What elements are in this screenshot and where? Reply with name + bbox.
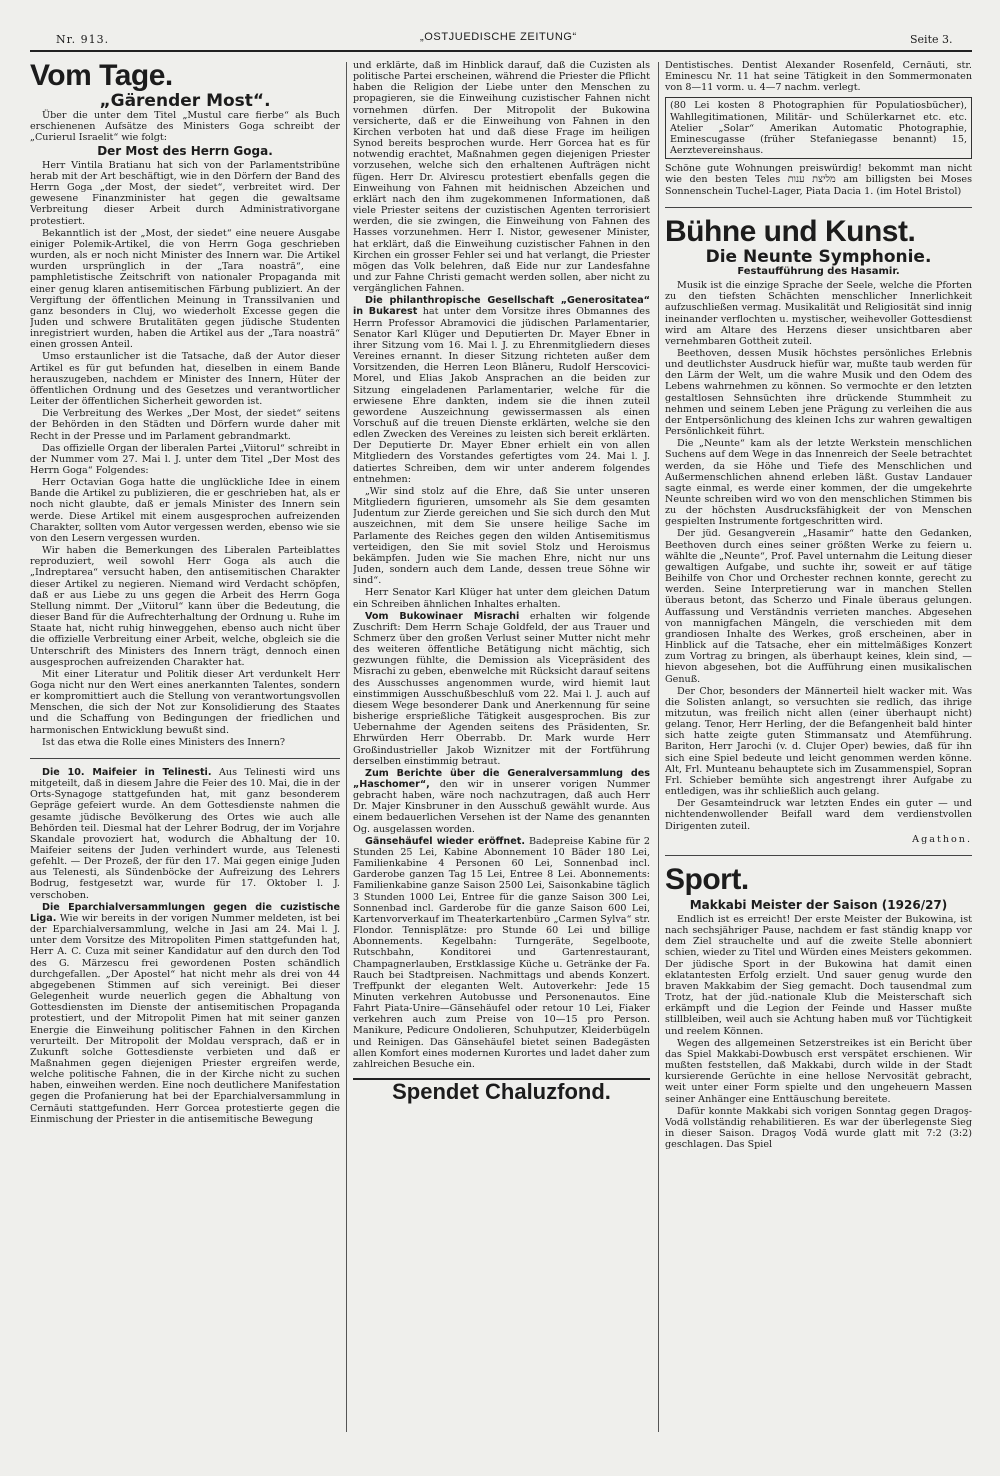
article-subtitle: Festaufführung des Hasamir. xyxy=(737,265,900,277)
article-separator xyxy=(30,758,340,759)
news-item-lead: Die philanthropische Gesellschaft „Generositatea“ in Bukarest xyxy=(353,295,650,318)
news-item-lead: Vom Bukowinaer Misrachi xyxy=(365,610,520,622)
section-title-vom-tage: Vom Tage. xyxy=(30,60,173,92)
paragraph: Der Chor, besonders der Männerteil hielt wacker mit. Was die Solisten anlangt, so versuchten sie redlich, das ihrige mitzutun, was freilich nicht allen (einer überhaupt nicht) gelang. Tenor, Herr Herling, der die Befangenheit bald hinter sich hatte zeigte guten Stimmansatz und Atemführung. Bariton, Herr Jarochi (v. d. Clujer Oper) bewies, daß für ihn sich eine Spiel bedeute und leicht genommen werden könne. Alt, Frl. Munteanu behauptete sich im Zusammenspiel, Sopran Frl. Schieber bemühte sich angestrengt ihrer Aufgabe zu entledigen, was ihr schließlich auch gelang. xyxy=(665,685,972,798)
paragraph: Ist das etwa die Rolle eines Ministers des Innern? xyxy=(42,736,286,748)
paragraph: Herr Vintila Bratianu hat sich von der Parlamentstribüne herab mit der Art beschäftigt, wie in den Dörfern der Band des Herrn Goga „der Most, der siedet“, verbreitet wird. Der gewesene Finanzminister hat gegen die gewaltsame Verbreitung dieser Arbeit durch Administrativorgane protestiert. xyxy=(30,159,340,227)
page-header xyxy=(0,0,1000,46)
paragraph: Umso erstaunlicher ist die Tatsache, daß der Autor dieser Artikel es für gut befunden hat, dieselben in einem Bande herauszugeben, nachdem er Minister des Innern, Hüter der öffentlichen Ordnung und des Gesetzes und verantwortlicher Leiter der öffentlichen Sicherheit geworden ist. xyxy=(30,351,340,408)
apartments-ad: Schöne gute Wohnungen preiswürdig! bekommt man nicht wie den besten Teles מליצת ענות am billigsten bei Moses Sonnenschein Tuchel-Lager, Piata Dacia 1. (im Hotel Bristol) xyxy=(665,163,972,197)
paragraph: Endlich ist es erreicht! Der erste Meister der Bukowina, ist nach sechsjähriger Pause, nachdem er fast ständig knapp vor dem Ziel strauchelte und auf die zweite Stelle abonniert schien, wieder zu Titel und Würden eines Meisters gekommen. Der jüdische Sport in der Bukowina hat damit einen eklatantesten Erfolg erzielt. Und sauer genug wurde den braven Makkabim der Sieg gemacht. Doch tausendmal zum Trotz, hat der jüd.-nationale Klub die Meisterschaft sich erkämpft und die Legion der Feinde und Hasser mußte stillbleiben, weil auch sie Achtung haben muß vor Tüchtigkeit und reelem Können. xyxy=(665,914,972,1037)
news-item-maifeier xyxy=(30,767,340,901)
news-item-text: hat unter dem Vorsitze ihres Obmannes des Herrn Professor Abramovici die jüdischen Parlamentarier, Senator Karl Klüger und Deputierten Dr. Mayer Ebner in ihrer Sitzung vom 16. Mai l. J. zu Ehrenmitgliedern dieses Vereines ernannt. In dieser Sitzung richteten außer dem Vorsitzenden, die Herren Leon Blâneru, Rudolf Herscovici-Morel, und Elias Jakob Ansprachen an die beiden zur Sitzung eingeladenen Parlamentarier, welche für die erwiesene Ehre dankten, indem sie die ihnen zuteil gewordene Auszeichnung gewissermassen als einen Vorschuß auf die treuen Dienste erklärten, welche sie den edlen Zwecken des Vereines zu leisten sich bereit erklärten. Der Deputierte Dr. Mayer Ebner erhielt ein von allen Mitgliedern des Vorstandes gefertigtes vom 24. Mai l. J. datiertes Schreiben, dem wir unter anderem folgendes entnehmen: xyxy=(353,306,650,485)
header-rule xyxy=(30,50,972,52)
article-title-gaerender-most: „Gärender Most“. xyxy=(99,91,271,111)
page-number: Seite 3. xyxy=(910,33,953,46)
paragraph: Herr Octavian Goga hatte die unglückliche Idee in einem Bande die Artikel zu publizieren, die er geschrieben hat, als er noch nicht glaubte, daß er jemals Minister des Innern sein werde. Diese Artikel mit einem ausgesprochen aufreizenden Charakter, sollten vom Autor vergessen werden, ebenso wie sie von den Lesern vergessen wurden. xyxy=(30,477,340,544)
news-item-misrachi xyxy=(353,611,650,767)
news-item-text: Badepreise Kabine für 2 Stunden 25 Lei, Kabine Abonnement 10 Bäder 180 Lei, Familienkabine 4 Personen 60 Lei, Sonnenbad incl. Garderobe ganzen Tag 15 Lei, Entree 8 Lei. Abonnements: Familienkabine ganze Saison 2500 Lei, Saisonkabine täglich 3 Stunden 1000 Lei, Entree für die ganze Saison 300 Lei, Sonnenbad incl. Garderobe für die ganze Saison 600 Lei, Kartenvorverkauf im Theaterkartenbüro „Carmen Sylva“ str. Flondor. Tennisplätze: pro Stunde 60 Lei und billige Abonnements. Kegelbahn: Turngeräte, Segelboote, Rutschbahn, Konditorei und Gartenrestaurant, Champagnerlauben, Erstklassige Küche u. Getränke der Fa. Rauch bei Stadtpreisen. Nachmittags und abends Konzert. Treffpunkt der eleganten Welt. Autoverkehr: Jede 15 Minuten verkehren Autobusse und Personenautos. Eine Fahrt Piata-Unire—Gänsehäufel oder retour 10 Lei, Fiaker verkehren auch zum Preise von 10—15 pro Person. Manikure, Pedicure Ondolieren, Schuhputzer, Kleiderbügeln und Reinigen. Das Gänsehäufel bietet seinen Badegästen allen Komfort eines modernen Kurortes und ladet daher zum zahlreichen Besuche ein. xyxy=(353,835,650,1070)
author-signature: Agathon. xyxy=(912,833,972,845)
quoted-letter: „Wir sind stolz auf die Ehre, daß Sie unter unseren Mitgliedern figurieren, umsomehr als Sie dem gesamten Judentum zur Zierde gereichen und Sie sich durch den Mut auszeichnen, mit dem Sie unsere heilige Sache im Parlamente des Reiches gegen den wilden Antisemitismus verteidigen, den Sie mit soviel Stolz und Heroismus bekämpfen. Juden wie Sie machen Ehre, nicht nur uns Juden, sondern auch dem Lande, dessen treue Söhne wir sind“. xyxy=(353,485,650,587)
chaluzfond-ad: Spendet Chaluzfond. xyxy=(353,1078,650,1097)
section-separator xyxy=(665,207,972,208)
paragraph: Musik ist die einzige Sprache der Seele, welche die Pforten zu den tiefsten Schächten menschlicher Innerlichkeit aufzuschließen vermag. Musikalität und Religiosität sind innig ineinander verflochten u. mystischer, weihevoller Gottesdienst wird am Altare des Herzens dieser unsichtbaren aber vernehmbaren Gottheit zuteil. xyxy=(665,280,972,347)
paragraph: Herr Senator Karl Klüger hat unter dem gleichen Datum ein Schreiben ähnlichen Inhaltes erhalten. xyxy=(353,587,650,610)
section-title-sport: Sport. xyxy=(665,862,749,896)
dentist-notice: Dentistisches. Dentist Alexander Rosenfeld, Cernăuti, str. Eminescu Nr. 11 hat seine Tätigkeit in den Sommermonaten von 8—11 vorm. u. 4—7 nachm. verlegt. xyxy=(665,60,972,94)
continuation-text: und erklärte, daß im Hinblick darauf, daß die Cuzisten als politische Partei erscheinen, während die Priester die Pflicht haben die Religion der Liebe unter den Menschen zu propagieren, sie die Einweihung cuzistischer Fahnen nicht vornehmen dürfen. Der Mitropolit der Bukowina versicherte, daß er die Einweihung von Fahnen in den Kirchen verboten hat und daß diese Frage im heiligen Synod bereits besprochen wurde. Herr Gorcea hat es für notwendig erachtet, Maßnahmen gegen diejenigen Priester vorzusehen, welche sich den erhaltenen Aufträgen nicht fügen. Herr Dr. Alvirescu protestiert ebenfalls gegen die Einweihung von Fahnen mit heidnischen Abzeichen und erklärt nach den ihm zugekommenen Informationen, daß viele Priester seitens der cuzistischen Agenten terrorisiert werden, die sie zwingen, die Einweihung von Fahnen des Hasses vorzunehmen. Herr I. Nistor, gewesener Minister, hat erklärt, daß die Einweihung cuzistischer Fahnen in den Kirchen ein grosser Fehler sei und hat verlangt, die Priester mögen das Volk belehren, daß Eide nur zur Landesfahne und zur Fahne Christi gemacht werden sollen, aber nicht zu vergänglichen Fahnen. xyxy=(353,60,650,295)
column-2 xyxy=(353,60,650,1430)
column-divider-2 xyxy=(658,62,659,1432)
article-intro: Über die unter dem Titel „Mustul care fierbe“ als Buch erschienenen Aufsätze des Ministers Goga schreibt der „Curierul Israelit“ wie folgt: xyxy=(30,110,340,144)
paragraph: Der jüd. Gesangverein „Hasamir“ hatte den Gedanken, Beethoven durch eines seiner größten Werke zu feiern u. wählte die „Neunte“, Prof. Pavel unternahm die Leitung dieser gewaltigen Aufgabe, und suchte ihr, soweit er auf tätige Beihilfe von Chor und Orchester rechnen konnte, gerecht zu werden. Seine Interpretierung war in manchen Stellen überaus betont, das Scherzo und Finale überaus gelungen. Auffassung und Verständnis verrieten manches. Abgesehen von mannigfachen Mängeln, die verschieden mit dem grandiosen Inhalte des Werkes, groß erscheinen, aber in Hinblick auf die Tatsache, eher ein mittelmäßiges Konzert zum Vortrag zu bringen, als überhaupt keines, klein sind, — hievon abgesehen, bot die Aufführung einen musikalischen Genuß. xyxy=(665,528,972,685)
news-item-lead: Gänsehäufel wieder eröffnet. xyxy=(365,835,525,847)
news-item-generalversammlung xyxy=(353,768,650,835)
article-title-makkabi: Makkabi Meister der Saison (1926/27) xyxy=(689,897,948,912)
news-item-lead: Zum Berichte über die Generalversammlung des „Haschomer“, xyxy=(353,767,650,790)
section-title-buehne-und-kunst: Bühne und Kunst. xyxy=(665,214,916,248)
paragraph: Der Gesamteindruck war letzten Endes ein guter — und nichtendenwollender Beifall ward dem verdienstvollen Dirigenten zuteil. xyxy=(665,798,972,832)
news-item-text: den wir in unserer vorigen Nummer gebracht haben, wäre noch nachzutragen, daß auch Herr Dr. Majer Kinsbruner in den Ausschuß gewählt wurde. Aus einem bedauerlichen Versehen ist der Name des genannten Og. ausgelassen worden. xyxy=(353,779,650,835)
news-item-lead: Die Eparchialversammlungen gegen die cuzistische Liga. xyxy=(30,901,340,924)
news-item-gaensehaeufel xyxy=(353,836,650,1070)
paragraph: Die „Neunte“ kam als der letzte Werkstein menschlichen Suchens auf dem Wege in das Innenreich der Seele betrachtet werden, da sie Höhe und Tiefe des Menschlichen und Außermenschlichen ahnend erleben läßt. Gustav Landauer sagte einmal, es werde einer kommen, der die umgekehrte Neunte schreiben wird wo von den menschlichen Stimmen bis zu der höchsten Ausdrucksfähigkeit der von Menschen gespielten Instrumente fortgeschritten wird. xyxy=(665,438,972,528)
article-title-neunte-symphonie: Die Neunte Symphonie. xyxy=(705,246,932,267)
section-separator xyxy=(665,855,972,856)
paragraph: Bekanntlich ist der „Most, der siedet“ eine neuere Ausgabe einiger Polemik-Artikel, die von Herrn Goga geschrieben wurden, als er noch nicht Minister des Innern war. Die Artikel wurden ursprünglich in der „Tara noastră“, eine pamphletistische Zeitschrift von nationaler Propaganda mit einer genug klaren antisemitischen Färbung publiziert. An der Vergiftung der öffentlichen Meinung in Transsilvanien und ganz besonders in Cluj, wo wiederholt Excesse gegen die Juden und schwere Brutalitäten gegen jüdische Studenten inregistriert wurden, haben die Artikel aus der „Tara noastră“ einen grossen Anteil. xyxy=(30,227,340,351)
news-item-text: Wie wir bereits in der vorigen Nummer meldeten, ist bei der Eparchialversammlung, welche in Jasi am 24. Mai l. J. unter dem Vorsitze des Mitropoliten Pimen stattgefunden hat, Herr A. C. Cuza mit seiner Kandidatur auf den durch den Tod des G. Märzescu frei gewordenen Posten schändlich durchgefallen. „Der Apostel“ hat nicht mehr als drei von 44 abgegebenen Stimmen auf sich vereinigt. Bei dieser Gelegenheit wurde neuerlich gegen die Abhaltung von Gottesdiensten im Dienste der antisemitischen Propaganda protestiert, und der Mitropolit Pimen hat mit seiner ganzen Energie die Einweihung politischer Fahnen in den Kirchen verurteilt. Der Mitropolit der Moldau versprach, daß er in Zukunft solche Gottesdienste verbieten und daß er Maßnahmen gegen diejenigen Priester ergreifen werde, welche politische Fahnen, die in der Kirche nicht zu suchen haben, einweihen werden. Eine noch deutlichere Manifestation gegen die Profanierung hat bei der Eparchialversammlung in Cernăuti stattgefunden. Herr Gorcea protestierte gegen die Einmischung der Priester in die antisemitische Bewegung xyxy=(30,912,340,1125)
column-3 xyxy=(665,60,972,1430)
paragraph: Wir haben die Bemerkungen des Liberalen Parteiblattes reproduziert, weil sowohl Herr Goga als auch die „Indreptarea“ versucht haben, den antisemitischen Charakter dieser Artikel zu negieren. Niemand wird Verdacht schöpfen, daß er aus Liebe zu uns gegen die Arbeit des Herrn Goga Stellung nimmt. Der „Viitorul“ kann über die Bedeutung, die dieser Band für die Aufrechterhaltung der Ordnung u. Ruhe im Staate hat, nicht ruhig hinweggehen, ebenso auch nicht über die offizielle Verbreitung einer Arbeit, welche, obgleich sie die Unterschrift des Ministers des Innern trägt, dennoch einen ausgesprochen aufreizenden Charakter hat. xyxy=(30,545,340,668)
article-subtitle: Der Most des Herrn Goga. xyxy=(97,143,273,158)
news-item-eparchial xyxy=(30,902,340,1125)
issue-number: Nr. 913. xyxy=(56,33,110,46)
newspaper-title: „OSTJUEDISCHE ZEITUNG“ xyxy=(420,31,577,43)
column-divider-1 xyxy=(346,62,347,1432)
paragraph: Beethoven, dessen Musik höchstes persönliches Erlebnis und deutlichster Ausdruck hiefür war, mußte taub werden für den Lärm der Welt, um die wahre Musik und den Odem des Lebens wahrnehmen zu können. So vermochte er den letzten gestaltlosen Sehnsüchten ihre drückende Stummheit zu nehmen und seinem Leben jene Prägung zu verleihen die aus der Entpersönlichung des kleinen Ichs zur wahren gewaltigen Persönlichkeit führt. xyxy=(665,347,972,438)
paragraph: Die Verbreitung des Werkes „Der Most, der siedet“ seitens der Behörden in den Städten und Dörfern wurde daher mit Recht in der Presse und im Parlament gebrandmarkt. xyxy=(30,408,340,442)
paragraph: Das offizielle Organ der liberalen Partei „Viitorul“ schreibt in der Nummer vom 27. Mai l. J. unter dem Titel „Der Most des Herrn Goga“ Folgendes: xyxy=(30,442,340,476)
news-item-philanthropic xyxy=(353,295,650,485)
paragraph: Dafür konnte Makkabi sich vorigen Sonntag gegen Dragoş-Vodă vollständig rehabilitieren. Es war der überlegenste Sieg in dieser Saison. Dragoş Vodă wurde glatt mit 7:2 (3:2) geschlagen. Das Spiel xyxy=(665,1105,972,1151)
column-1 xyxy=(30,60,340,1430)
news-item-text: Aus Telinesti wird uns mitgeteilt, daß in diesem Jahre die Feier des 10. Mai, die in der Orts-Synagoge stattgefunden hat, mit ganz besonderem Gepräge gefeiert wurde. An dem Gottesdienste nahmen die gesamte jüdische Bevölkerung des Ortes wie auch alle Behörden teil. Diesmal hat der Lehrer Bodrug, der im Vorjahre Skandale provoziert hat, wodurch die Abhaltung der 10. Maifeier seitens der Juden verhindert wurde, aus Telenesti gefehlt. — Der Prozeß, der für den 17. Mai gegen einige Juden aus Telenesti, als Sündenböcke der Aufreizung des Lehrers Bodrug, festgesetzt war, wurde für 17. Oktober l. J. verschoben. xyxy=(30,766,340,901)
paragraph: Wegen des allgemeinen Setzerstreikes ist ein Bericht über das Spiel Makkabi-Dowbusch erst verspätet erschienen. Wir mußten feststellen, daß Makkabi, durch wilde in der Stadt kursierende Gerüchte in eine hellose Nervosität gebracht, weit unter einer Form spielte und den ungeheuern Massen seiner Anhänger eine Enttäuschung bereitete. xyxy=(665,1037,972,1105)
photo-ad: (80 Lei kosten 8 Photographien für Populatiosbücher), Wahllegitimationen, Militär- und Schülerkarnet etc. etc. Atelier „Solar“ Amerikan Automatic Photographie, Eminescugasse (früher Stefaniegasse benannt) 15, Aerztevereinshaus. xyxy=(665,97,972,159)
paragraph: Mit einer Literatur und Politik dieser Art verdunkelt Herr Goga nicht nur den Wert eines anerkannten Talentes, sondern er kompromittiert auch die Stellung von verantwortungsvollen Menschen, die sich der Not zur Konsolidierung des Staates und die Schaffung von Bedingungen der friedlichen und harmonischen Entwicklung bewußt sind. xyxy=(30,668,340,736)
news-item-text: erhalten wir folgende Zuschrift: Dem Herrn Schaje Goldfeld, der aus Trauer und Schmerz über den großen Verlust seiner Mutter nicht mehr des weiteren öffentliche Betätigung nicht mächtig, sich gezwungen fühlte, die Demission als Vicepräsident des Misrachi zu geben, ebenwelche mit Rücksicht darauf seitens des Ausschusses angenommen wurde, wird hiemit laut einstimmigen Ausschußbeschluß vom 22. Mai l. J. auch auf diesem Wege besonderer Dank und Anerkennung für seine bisherige ersprießliche Tätigkeit ausgesprochen. Bis zur Uebernahme der Agenden seitens des Präsidenten, Sr. Ehrwürden Herr Oberrabb. Dr. Mark wurde Herr Großindustrieller Jakob Wiznitzer mit der Fortführung derselben einstimmig betraut. xyxy=(353,610,650,767)
news-item-lead: Die 10. Maifeier in Telinesti. xyxy=(42,766,212,778)
